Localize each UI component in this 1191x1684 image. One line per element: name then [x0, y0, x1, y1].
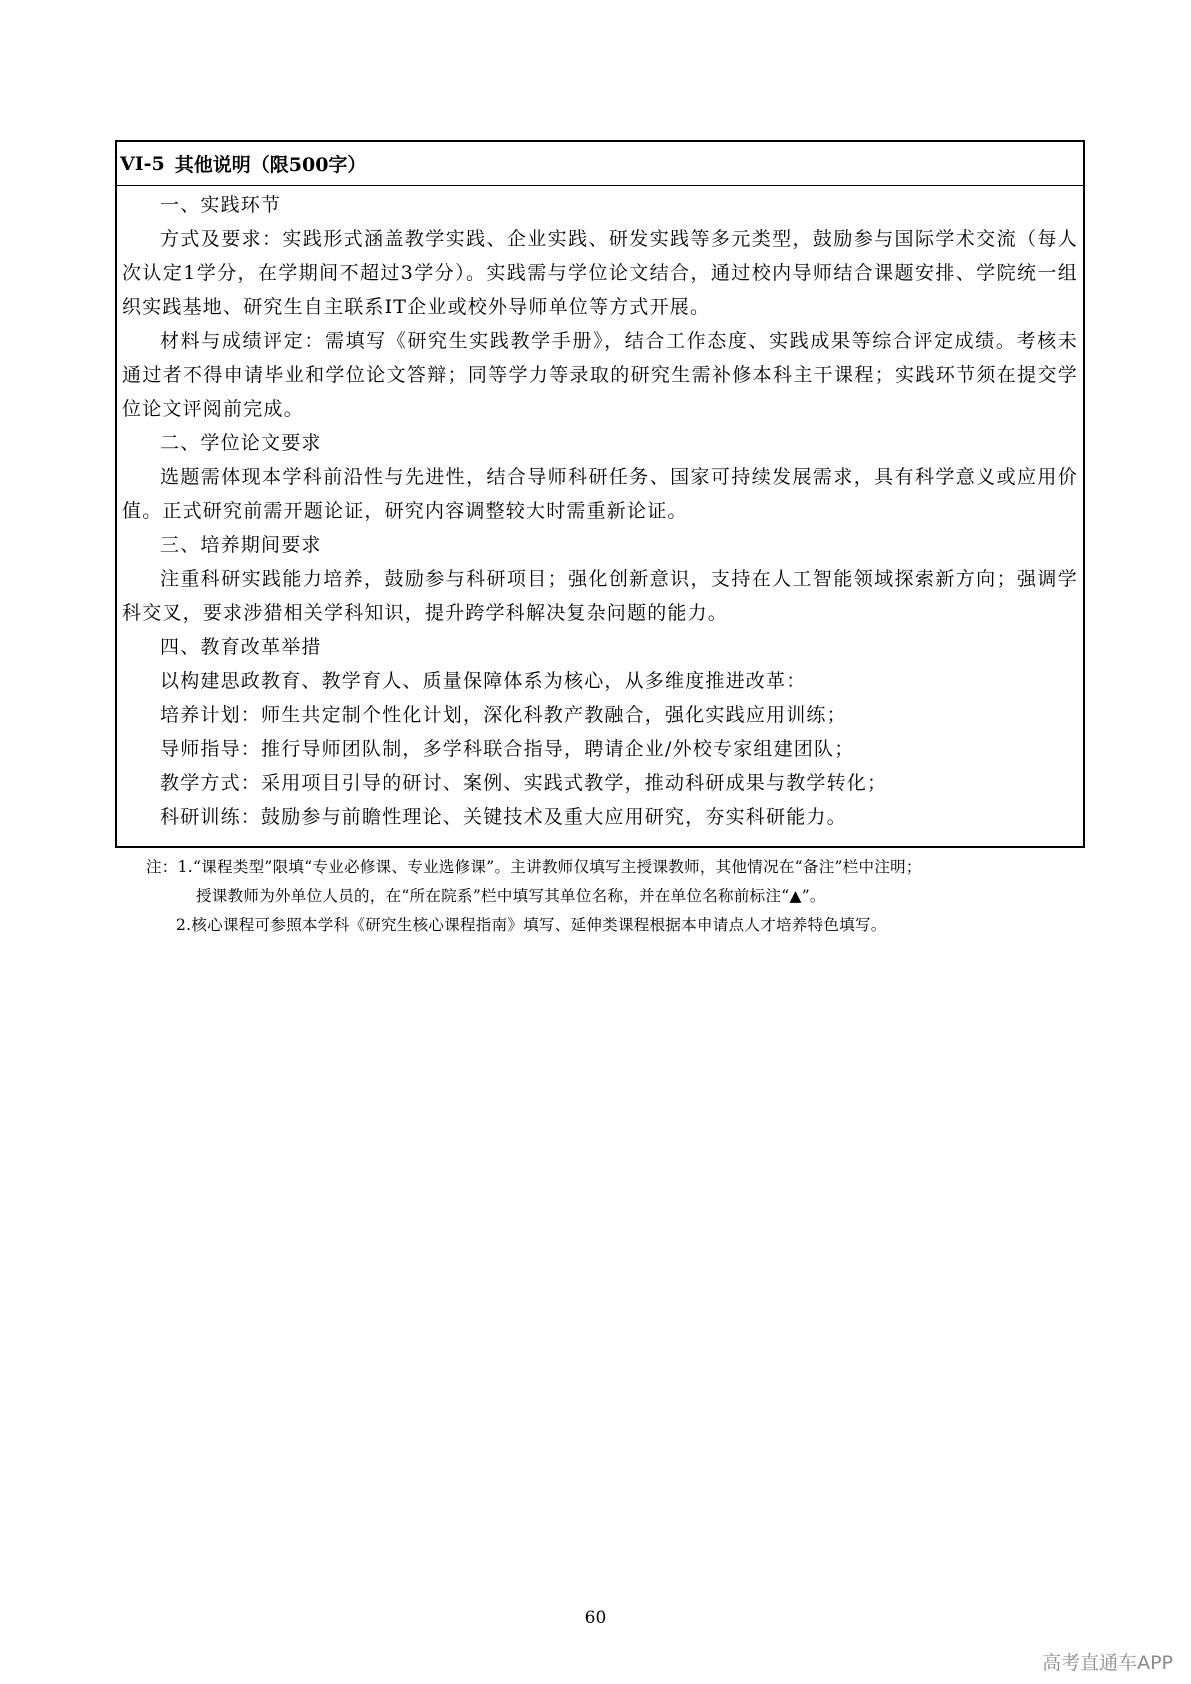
section-header	[117, 142, 1083, 186]
paragraph-practice-grading: 材料与成绩评定：需填写《研究生实践教学手册》，结合工作态度、实践成果等综合评定成绩。考核未通过者不得申请毕业和学位论文答辩；同等学力等录取的研究生需补修本科主干课程；实践环节须在提交学位论文评阅前完成。	[122, 330, 1078, 420]
paragraph-practice-method: 方式及要求：实践形式涵盖教学实践、企业实践、研发实践等多元类型，鼓励参与国际学术交流（每人次认定1学分，在学期间不超过3学分）。实践需与学位论文结合，通过校内导师结合课题安排、学院统一组织实践基地、研究生自主联系IT企业或校外导师单位等方式开展。	[122, 228, 1078, 318]
paragraph-reform-research: 科研训练：鼓励参与前瞻性理论、关键技术及重大应用研究，夯实科研能力。	[160, 806, 847, 828]
page-number: 60	[584, 1608, 607, 1628]
note-line-1: 注：1.“课程类型”限填“专业必修课、专业选修课”。主讲教师仅填写主授课教师，其他情况在“备注”栏中注明；	[146, 858, 922, 876]
heading-reform: 四、教育改革举措	[160, 636, 322, 658]
paragraph-training-period: 注重科研实践能力培养，鼓励参与科研项目；强化创新意识，支持在人工智能领域探索新方向；强调学科交叉，要求涉猎相关学科知识，提升跨学科解决复杂问题的能力。	[122, 568, 1078, 624]
heading-practice: 一、实践环节	[160, 194, 282, 216]
heading-training-period: 三、培养期间要求	[160, 534, 322, 556]
watermark: 高考直通车APP	[1042, 1652, 1173, 1674]
section-body	[117, 186, 1083, 834]
section-vi-5	[115, 140, 1085, 848]
paragraph-reform-intro: 以构建思政教育、教学育人、质量保障体系为核心，从多维度推进改革：	[160, 670, 807, 692]
paragraph-reform-teaching: 教学方式：采用项目引导的研讨、案例、实践式教学，推动科研成果与教学转化；	[160, 772, 888, 794]
footnotes	[146, 853, 1081, 940]
section-code: VI-5	[120, 152, 165, 175]
paragraph-reform-advisor: 导师指导：推行导师团队制，多学科联合指导，聘请企业/外校专家组建团队；	[160, 738, 855, 760]
note-line-3: 2.核心课程可参照本学科《研究生核心课程指南》填写、延伸类课程根据本申请点人才培养特色填写。	[176, 916, 887, 934]
section-title: 其他说明（限500字）	[174, 154, 367, 176]
heading-thesis: 二、学位论文要求	[160, 432, 322, 454]
note-line-2: 授课教师为外单位人员的，在“所在院系”栏中填写其单位名称，并在单位名称前标注“▲”。	[196, 887, 826, 905]
paragraph-thesis: 选题需体现本学科前沿性与先进性，结合导师科研任务、国家可持续发展需求，具有科学意义或应用价值。正式研究前需开题论证，研究内容调整较大时需重新论证。	[122, 466, 1078, 522]
paragraph-reform-plan: 培养计划：师生共定制个性化计划，深化科教产教融合，强化实践应用训练；	[160, 704, 847, 726]
